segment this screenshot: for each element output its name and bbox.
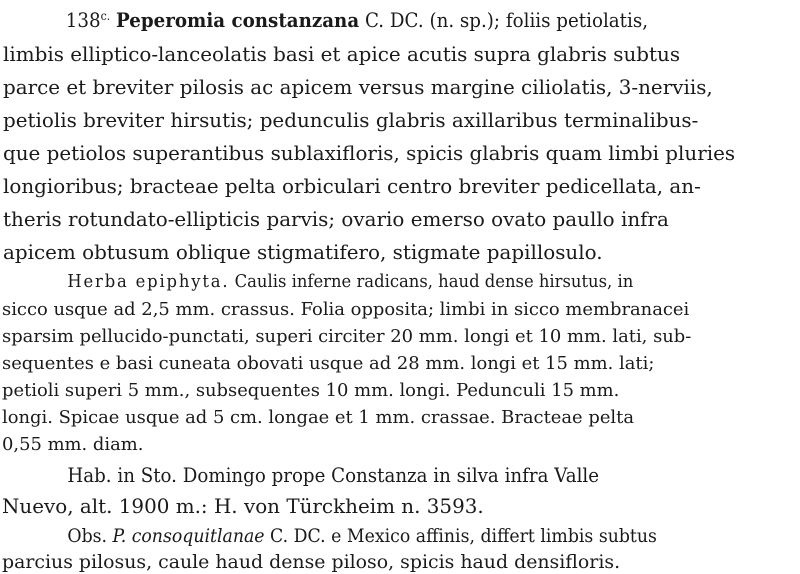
diagnosis-line-1 [0, 8, 796, 32]
observation-line-1 [0, 525, 796, 547]
description-line: sequentes e basi cuneata obovati usque ad 28 mm. longi et 15 mm. lati; [2, 353, 655, 374]
diagnosis-line: apicem obtusum oblique stigmatifero, stigmate papillosulo. [3, 240, 603, 264]
diagnosis-line: parce et breviter pilosis ac apicem versus margine ciliolatis, 3-nerviis, [3, 75, 713, 99]
diagnosis-line: longioribus; bracteae pelta orbiculari centro breviter pedicellata, an- [3, 174, 701, 198]
species-number: 138 [65, 8, 101, 32]
description-line-1-rest: Caulis inferne radicans, haud dense hirsutus, in [234, 271, 634, 292]
diagnosis-line: petiolis breviter hirsutis; pedunculis glabris axillaribus terminalibus- [3, 108, 699, 132]
description-line-1 [0, 271, 796, 292]
diagnosis-line-1-rest: C. DC. (n. sp.); foliis petiolatis, [364, 8, 649, 32]
habitat-line: Hab. in Sto. Domingo prope Constanza in silva infra Valle [67, 463, 600, 487]
observation-line-1-rest: C. DC. e Mexico affinis, differt limbis subtus [270, 525, 657, 547]
diagnosis-line: que petiolos superantibus sublaxifloris, spicis glabris quam limbi pluries [3, 141, 736, 165]
habitat-line: Nuevo, alt. 1900 m.: H. von Türckheim n. 3593. [2, 494, 484, 518]
species-reference: P. consoquitlanae [112, 525, 265, 547]
description-line: 0,55 mm. diam. [2, 434, 144, 455]
description-line: sparsim pellucido-punctati, superi circiter 20 mm. longi et 10 mm. lati, sub- [2, 326, 692, 347]
diagnosis-line: theris rotundato-ellipticis parvis; ovario emerso ovato paullo infra [3, 207, 669, 231]
diagnosis-line: limbis elliptico-lanceolatis basi et apice acutis supra glabris subtus [3, 42, 681, 66]
description-line: petioli superi 5 mm., subsequentes 10 mm. longi. Pedunculi 15 mm. [2, 380, 620, 401]
species-name: Peperomia constanzana [116, 8, 360, 32]
herba-epiphyta: Herba epiphyta. [67, 271, 230, 292]
species-number-suffix: c. [100, 9, 111, 23]
description-line: sicco usque ad 2,5 mm. crassus. Folia opposita; limbi in sicco membranacei [2, 299, 690, 320]
observation-line-2: parcius pilosus, caule haud dense piloso, spicis haud densifloris. [2, 551, 621, 573]
description-line: longi. Spicae usque ad 5 cm. longae et 1 mm. crassae. Bracteae pelta [2, 407, 635, 428]
obs-label: Obs. [67, 525, 108, 547]
